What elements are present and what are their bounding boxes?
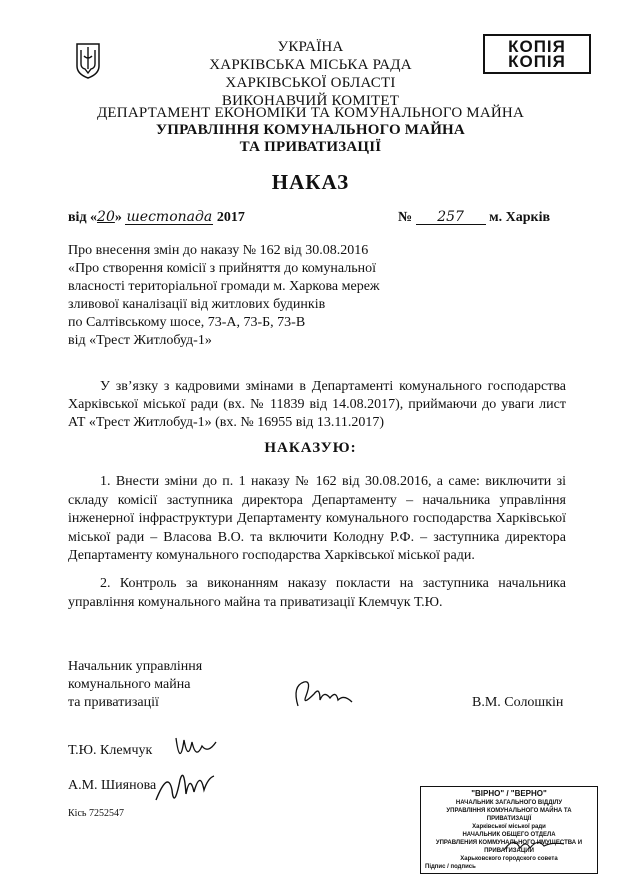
subject-line: зливової каналізації від житлових будинків [68,297,326,312]
approval-name-1: Т.Ю. Клемчук [68,743,153,758]
city: м. Харків [489,210,551,225]
header-exec-committee: ВИКОНАВЧИЙ КОМІТЕТ [221,93,400,109]
date-line [68,209,245,226]
verified-stamp-line: Харківської міської ради [472,824,546,830]
subject-line: по Салтівському шосе, 73-А, 73-Б, 73-В [68,315,306,330]
verified-stamp [420,786,598,874]
approval-name-2: А.М. Шиянова [68,778,157,793]
number-line [398,209,550,226]
header-ukraine: УКРАЇНА [277,39,344,55]
date-mid: » [114,210,122,225]
verified-stamp-line: НАЧАЛЬНИК ЗАГАЛЬНОГО ВІДДІЛУ [455,800,563,806]
head-signature [290,676,360,716]
header-directorate-2: ТА ПРИВАТИЗАЦІЇ [239,139,382,155]
number-label: № [398,210,413,225]
subject-line: Про внесення змін до наказу № 162 від 30.08.2016 [68,243,369,258]
subject-line: від «Трест Житлобуд-1» [68,333,212,348]
verified-stamp-line: Харьковского городского совета [460,856,558,862]
verified-stamp-line: УПРАВЛЕНИЯ КОММУНАЛЬНОГО ИМУЩЕСТВА И ПРИВАТИЗАЦИИ [435,840,583,854]
signatory-name: В.М. Солошкін [472,695,564,710]
verified-stamp-line: НАЧАЛЬНИК ОБЩЕГО ОТДЕЛА [462,832,556,838]
order-item-1: 1. Внести зміни до п. 1 наказу № 162 від 30.08.2016, а саме: виключити зі складу комісії заступника директора Департаменту – начальника управління інженерної інфраструктури Департаменту комунального господарства Харківської міської ради – Власова В.О. та включити Колодну Р.Ф. – заступника директора Департаменту комунального господарства Харківської міської ради. [68,474,566,563]
executor-text: Кісь 7252547 [68,808,124,819]
verified-stamp-line: УПРАВЛІННЯ КОМУНАЛЬНОГО МАЙНА ТА ПРИВАТИЗАЦІЇ [446,808,572,822]
approval-signature-2 [150,760,220,820]
verified-stamp-line: Підпис / подпись [425,864,476,870]
subject-line: «Про створення комісії з прийняття до комунальної [68,261,376,276]
stamp-signature [500,832,570,856]
copy-stamp-line1: КОПІЯ [508,37,566,56]
signatory-title [68,658,202,712]
signatory-title-line: Начальник управління [68,659,203,674]
copy-stamp-line2: КОПІЯ [508,52,566,71]
preamble: У зв’язку з кадровими змінами в Департаменті комунального господарства Харківської міської ради (вх. № 11839 від 14.08.2017), приймаючи до уваги лист АТ «Трест Житлобуд-1» (вх. № 16955 від 13.11.2017) [68,379,566,430]
subject-block [68,242,408,350]
header-city-council: ХАРКІВСЬКА МІСЬКА РАДА [209,57,412,73]
header-department: ДЕПАРТАМЕНТ ЕКОНОМІКИ ТА КОМУНАЛЬНОГО МАЙНА [97,105,524,121]
number-value: 257 [416,210,486,225]
executor [68,808,124,819]
order-heading: НАКАЗУЮ: [264,440,357,456]
date-day: 20 [97,209,115,225]
verified-stamp-line: "ВІРНО" / "ВЕРНО" [471,789,547,798]
order-item-2: 2. Контроль за виконанням наказу покласти на заступника начальника управління комунального майна та приватизації Клемчук Т.Ю. [68,576,566,610]
date-year: 2017 [216,210,245,225]
date-month: шестопада [126,209,213,225]
signatory-title-line: та приватизації [68,695,159,710]
subject-line: власності територіальної громади м. Харкова мереж [68,279,380,294]
signatory-title-line: комунального майна [68,677,191,692]
header-directorate: УПРАВЛІННЯ КОМУНАЛЬНОГО МАЙНА [156,122,465,138]
date-prefix: від « [68,210,98,225]
header-region: ХАРКІВСЬКОЇ ОБЛАСТІ [225,75,396,91]
document-title: НАКАЗ [271,170,350,194]
